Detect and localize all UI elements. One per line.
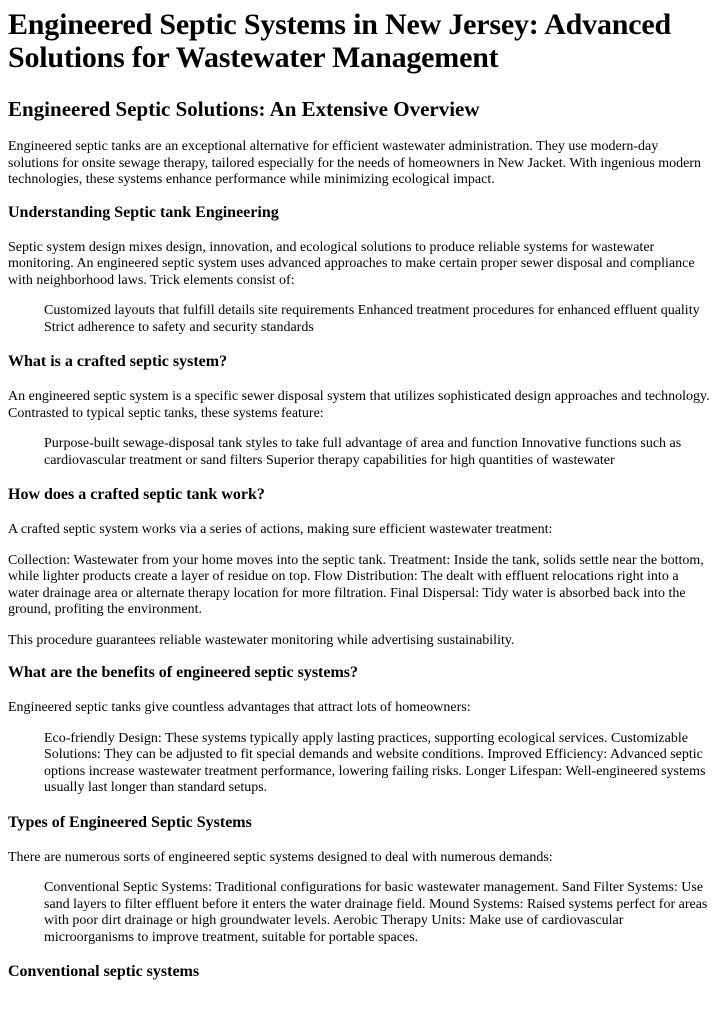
section-paragraph-how-works-summary: This procedure guarantees reliable wastewater monitoring while advertising sustainability. <box>8 632 515 648</box>
section-paragraph-how-works: A crafted septic system works via a series of actions, making sure efficient wastewater treatment: <box>8 522 553 537</box>
section-paragraph-what-is: An engineered septic system is a specific sewer disposal system that utilizes sophisticated design approaches and technology. Contrasted to typical septic tanks, these systems feature: <box>8 389 710 421</box>
section-heading-understanding: Understanding Septic tank Engineering <box>8 203 279 221</box>
section-paragraph-how-works-steps: Collection: Wastewater from your home moves into the septic tank. Treatment: Inside the tank, solids settle near the bottom, while lighter products create a layer of residue on top. Flow Distribution: The dealt with effluent relocations right into a water drainage area or alternate therapy location for more filtration. Final Dispersal: Tidy water is absorbed back into the ground, profiting the environment. <box>8 552 704 617</box>
section-quote-types: Conventional Septic Systems: Traditional configurations for basic wastewater management. Sand Filter Systems: Use sand layers to filter effluent before it enters the water drainage field. Mound Systems: Raised systems perfect for areas with poor dirt drainage or high groundwater levels. Aerobic Therapy Units: Make use of cardiovascular microorganisms to improve treatment, suitable for portable spaces. <box>44 880 708 945</box>
section-heading-types: Types of Engineered Septic Systems <box>8 813 252 831</box>
page-title: Engineered Septic Systems in New Jersey: Advanced Solutions for Wastewater Management <box>8 8 671 74</box>
page-subtitle: Engineered Septic Solutions: An Extensive Overview <box>8 97 480 121</box>
section-quote-what-is: Purpose-built sewage-disposal tank styles to take full advantage of area and function Innovative functions such as cardiovascular treatment or sand filters Superior therapy capabilities for high quantities of wastewater <box>44 436 682 468</box>
section-heading-benefits: What are the benefits of engineered septic systems? <box>8 664 359 681</box>
section-paragraph-types: There are numerous sorts of engineered septic systems designed to deal with numerous demands: <box>8 849 553 865</box>
section-heading-what-is: What is a crafted septic system? <box>8 353 228 370</box>
section-quote-understanding: Customized layouts that fulfill details site requirements Enhanced treatment procedures for enhanced effluent quality Strict adherence to safety and security standards <box>44 303 700 335</box>
section-paragraph-understanding: Septic system design mixes design, innovation, and ecological solutions to produce reliable systems for wastewater monitoring. An engineered septic system uses advanced approaches to make certain proper sewer disposal and compliance with neighborhood laws. Trick elements consist of: <box>8 239 695 288</box>
section-paragraph-benefits: Engineered septic tanks give countless advantages that attract lots of homeowners: <box>8 700 471 715</box>
section-heading-how-works: How does a crafted septic tank work? <box>8 486 265 503</box>
section-quote-benefits: Eco-friendly Design: These systems typically apply lasting practices, supporting ecological services. Customizable Solutions: They can be adjusted to fit special demands and website conditions. Improved Efficiency: Advanced septic options increase wastewater treatment performance, lowering failing risks. Longer Lifespan: Well-engineered systems usually last longer than standard setups. <box>44 730 706 795</box>
intro-paragraph: Engineered septic tanks are an exceptional alternative for efficient wastewater administration. They use modern-day solutions for onsite sewage therapy, tailored especially for the needs of homeowners in New Jacket. With ingenious modern technologies, these systems enhance performance while minimizing ecological impact. <box>8 139 702 187</box>
section-heading-conventional: Conventional septic systems <box>8 963 200 980</box>
